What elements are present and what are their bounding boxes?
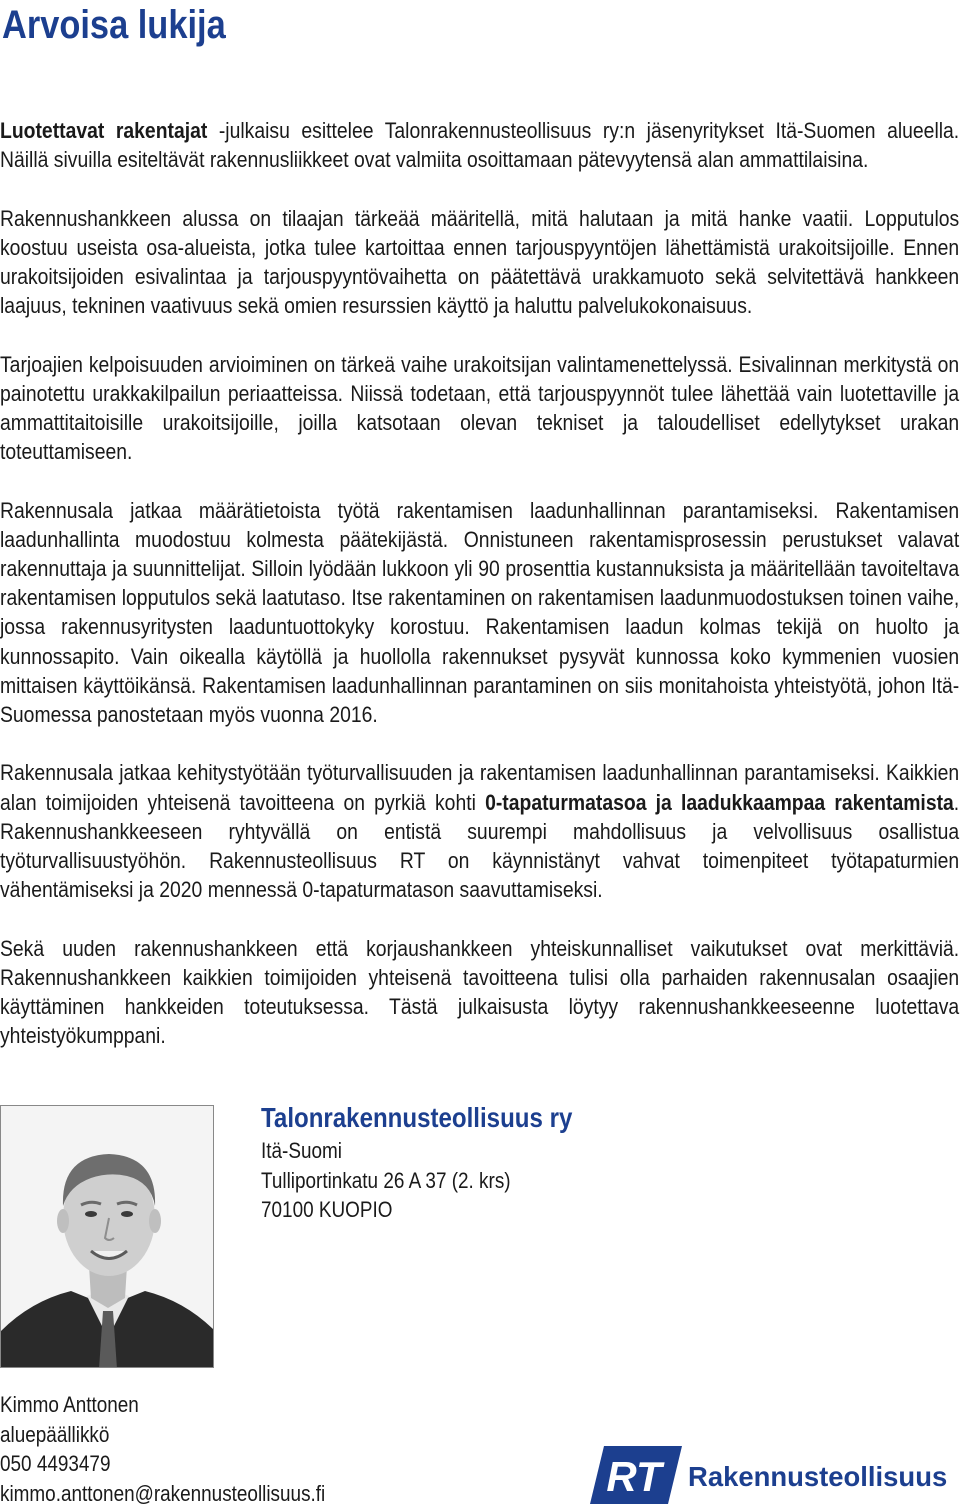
contact-email[interactable]: kimmo.anttonen@rakennusteollisuus.fi — [0, 1480, 326, 1506]
safety-goal: 0-tapaturmatasoa ja laadukkaampaa rakentamista — [485, 789, 954, 815]
paragraph-safety — [0, 758, 959, 904]
paragraph-closing: Sekä uuden rakennushankkeen että korjaushankkeen yhteiskunnalliset vaikutukset ovat merkittäviä. Rakennushankkeen kaikkien toimijoiden yhteisenä tavoitteena tulisi olla parhaiden rakennusalan osaajien käyttäminen hankkeiden toteutuksessa. Tästä julkaisusta löytyy rakennushankkeeseenne luotettava yhteistyökumppani. — [0, 935, 960, 1049]
paragraph-qualification: Tarjoajien kelpoisuuden arvioiminen on tärkeä vaihe urakoitsijan valintamenettelyssä. Esivalinnan merkitystä on painotettu urakkakilpailun periaatteissa. Niissä todetaan, että tarjouspyynnöt tulee lähettää vain luotettaville ja ammattitaitoisille urakoitsijoille, joilla katsotaan olevan tekniset ja taloudelliset edellytykset urakan toteuttamiseen. — [0, 351, 960, 465]
intro-text: -julkaisu esittelee Talonrakennusteollisuus ry:n jäsenyritykset Itä-Suomen alueella. Näillä sivuilla esiteltävät rakennusliikkeet ovat valmiita osoittamaan pätevyytensä alan ammattilaisina. — [0, 118, 960, 173]
organization-name: Talonrakennusteollisuus ry — [261, 1102, 573, 1133]
contact-role: aluepäällikkö — [0, 1421, 110, 1447]
organization-region: Itä-Suomi — [261, 1138, 342, 1163]
rt-logo-icon — [590, 1446, 682, 1504]
organization-street: Tulliportinkatu 26 A 37 (2. krs) — [261, 1167, 511, 1193]
paragraph-project-start: Rakennushankkeen alussa on tilaajan tärkeää määritellä, mitä halutaan ja mitä hanke vaatii. Lopputulos koostuu useista osa-alueista, jotka tulee kartoittaa ennen tarjouspyyntöjen lähettämistä urakoitsijoille. Ennen urakoitsijoiden esivalintaa ja tarjouspyyntövaihetta on päätettävä urakkamuoto sekä selvitettävä hankkeen laajuus, tekninen vaativuus sekä omien resurssien käyttö ja haluttu palvelukokonaisuus. — [0, 205, 960, 319]
article-body — [0, 116, 959, 1080]
intro-paragraph — [0, 116, 959, 174]
contact-block — [0, 1390, 325, 1508]
contact-phone[interactable]: 050 4493479 — [0, 1451, 111, 1476]
safety-text-before: Rakennusala jatkaa kehitystyötään työturvallisuuden ja rakentamisen laadunhallinnan parantamiseksi. Kaikkien alan toimijoiden yhteisenä tavoitteena on pyrkiä kohti — [0, 760, 960, 815]
contact-name: Kimmo Anttonen — [0, 1392, 139, 1417]
logo-wordmark: Rakennusteollisuus — [688, 1461, 948, 1492]
safety-text-after: . Rakennushankkeeseen ryhtyvällä on entistä suurempi mahdollisuus ja velvollisuus osallistua työturvallisuustyöhön. Rakennusteollisuus RT on käynnistänyt vahvat toimenpiteet työtapaturmien vähentämiseksi ja 2020 mennessä 0-tapaturmatason saavuttamiseksi. — [0, 789, 960, 903]
publication-name: Luotettavat rakentajat — [0, 118, 208, 143]
page-title: Arvoisa lukija — [2, 3, 226, 47]
paragraph-quality: Rakennusala jatkaa määrätietoista työtä rakentamisen laadunhallinnan parantamiseksi. Rakentamisen laadunhallinta muodostuu kolmesta päätekijästä. Onnistuneen rakentamisprosessin perustukset valavat rakennuttaja ja suunnittelijat. Silloin lyödään lukkoon yli 90 prosenttia kustannuksista ja määritellään tavoiteltava rakentamisen lopputulos sekä laatutaso. Itse rakentaminen on rakentamisen laadunmuodostuksen toinen vaihe, jossa rakennusyritysten laaduntuottokyky korostuu. Rakentamisen laadun kolmas tekijä on huolto ja kunnossapito. Vain oikealla käytöllä ja huollolla rakennukset pysyvät kunnossa koko kymmenien vuosien mittaisen käyttöikänsä. Rakentamisen laadunhallinnan parantaminen on siis monitahoista yhteistyötä, johon Itä-Suomessa panostetaan myös vuonna 2016. — [0, 497, 960, 728]
organization-postal: 70100 KUOPIO — [261, 1197, 393, 1222]
rakennusteollisuus-logo — [590, 1446, 960, 1504]
portrait-image — [1, 1106, 214, 1368]
logo-mark-text: RT — [606, 1453, 662, 1500]
organization-address-block — [261, 1100, 572, 1225]
contact-photo — [0, 1105, 214, 1368]
